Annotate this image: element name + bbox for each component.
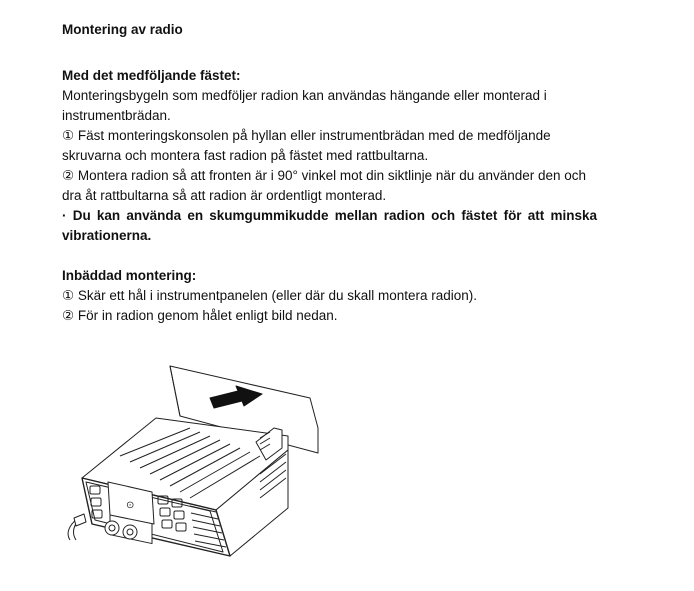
step-1-text: ① Fäst monteringskonsolen på hyllan eller instrumentbrädan med de medföljande skruvarna och montera fast radion på fästet med rattbultarna. <box>62 128 551 163</box>
section-intro-text: Monteringsbygeln som medföljer radion kan användas hängande eller monterad i instrumentbrädan. <box>62 88 547 123</box>
flush-step-2-text: ② För in radion genom hålet enligt bild nedan. <box>62 308 338 323</box>
squelch-knob <box>123 525 137 539</box>
volume-knob <box>105 521 119 535</box>
flush-step-1-text: ① Skär ett hål i instrumentpanelen (eller där du skall montera radion). <box>62 288 478 303</box>
section-heading-bracket: Med det medföljande fästet: <box>62 68 241 83</box>
display-glyph: ⊙ <box>126 500 135 511</box>
radio-flush-mount-illustration <box>60 358 330 568</box>
section-heading-flush: Inbäddad montering: <box>62 268 197 283</box>
document-body <box>62 20 597 326</box>
step-2-text: ② Montera radion så att fronten är i 90° vinkel mot din siktlinje när du använder den och dra åt rattbultarna så att radion är ordentligt monterad. <box>62 168 587 203</box>
note-text: · Du kan använda en skumgummikudde mellan radion och fästet för att minska vibrationerna. <box>62 208 597 243</box>
page-title: Montering av radio <box>62 22 183 37</box>
